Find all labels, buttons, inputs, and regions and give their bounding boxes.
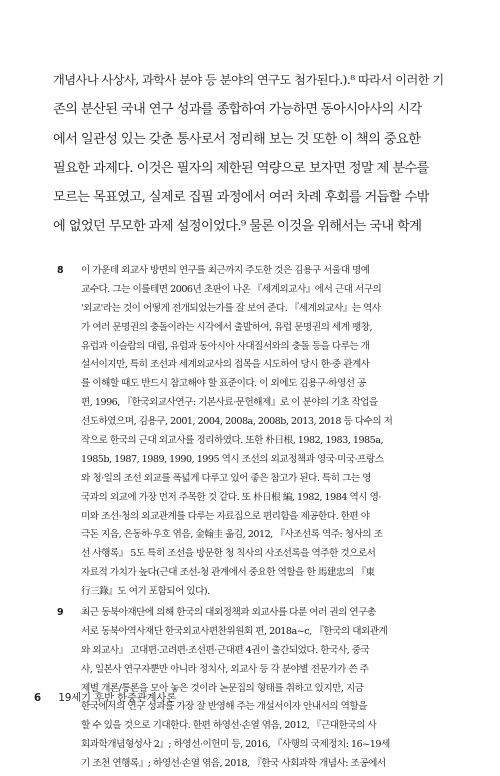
footnote-number: 8	[57, 265, 64, 276]
body-line: 존의 분산된 국내 연구 성과를 종합하여 가능하면 동아시아사의 시각	[53, 102, 422, 118]
footnote-line: 를 이해할 때도 반드시 참고해야 할 표준이다. 이 외에도 김용구·하영선 공	[81, 378, 366, 390]
footnote-line: 극돈 지음, 은동하·우호 엮음, 金翰圭 옮김, 2012, 『사조선록 역주: 청사의 조	[81, 529, 383, 541]
footnote-line: 行三錄』도 여기 포함되어 있다).	[81, 586, 210, 598]
footnote-line: 유럽과 이슬람의 대립, 유럽과 동아시아 사대질서와의 충돌 등을 다루는 개	[81, 340, 370, 352]
footnote-line: 작으로 한국의 근대 외교사를 정리하였다. 또한 朴日根, 1982, 1983, 1985a,	[81, 435, 384, 447]
footnote-line: '외교'라는 것이 어떻게 전개되었는가를 잘 보여 준다. 『세계외교사』는 역사	[81, 302, 381, 314]
footnote-line: 할 수 있을 것으로 기대한다. 한편 하영선·손열 엮음, 2012, 『근대한국의 사	[81, 720, 377, 732]
footnote-8	[57, 262, 461, 602]
footnote-line: 회과학개념형성사 2』; 하영선·이헌미 등, 2016, 『사행의 국제정치: 16~19세	[81, 739, 390, 751]
footnote-line: 국과의 외교에 가장 먼저 주목한 것 같다. 또 朴日根 編, 1982, 1984 역시 영·	[81, 491, 381, 503]
footnote-line: 교수다. 그는 이를테면 2006년 초판이 나온 『세계외교사』에서 근대 서구의	[81, 283, 382, 295]
footnote-line: 설서이지만, 특히 조선과 세계외교사의 접목을 시도하여 당시 한·중 관계사	[81, 359, 370, 371]
footnote-line: 편, 1996, 『한국외교사연구: 기본사료·문헌해제』로 이 분야의 기초 작업을	[81, 397, 378, 409]
footnote-line: 한국에서의 연구 성과를 가장 잘 반영해 주는 개설서이자 안내서의 역할을	[81, 701, 367, 713]
footnote-line: 선도하였으며, 김용구, 2001, 2004, 2008a, 2008b, 2013, 2018 등 다수의 저	[81, 416, 393, 428]
book-title: 19세기 후반 한중관계사론	[58, 693, 177, 704]
footnote-line: 서로 동북아역사재단 한국외교사편찬위원회 편, 2018a~c, 『한국의 대외관계	[81, 625, 388, 637]
footnote-line: 기 조천 연행록』; 하영선·손열 엮음, 2018, 『한국 사회과학 개념사: 조공에서	[81, 758, 386, 770]
page-footer	[34, 689, 176, 705]
footnote-line: 와 외교사』 고대편·고려편·조선편·근대편 4권이 출간되었다. 한국사, 중국	[81, 644, 370, 656]
body-line: 모르는 목표였고, 실제로 집필 과정에서 여러 차례 후회를 거듭할 수밖	[53, 190, 429, 206]
footnote-line: 와 청·일의 조선 외교를 폭넓게 다루고 있어 좋은 참고가 된다. 특히 그는 영	[81, 472, 371, 484]
footnote-line: 자료적 가치가 높다(근대 조선-청 관계에서 중요한 역할을 한 馬建忠의 『東	[81, 567, 375, 579]
footnote-line: 이 가운데 외교사 방면의 연구를 최근까지 주도한 것은 김용구 서울대 명예	[81, 265, 370, 276]
body-line: 개념사나 사상사, 과학사 분야 등 분야의 연구도 첨가된다.).⁸ 따라서 이러한 기	[53, 73, 444, 87]
main-body-text	[53, 66, 453, 242]
footnote-line: 선 사행록』 5도 특히 조선을 방문한 청 칙사의 사조선록을 역주한 것으로서	[81, 548, 376, 560]
footnote-line: 가 여러 문명권의 충돌이라는 시각에서 출발하여, 유럽 문명권의 세계 팽창,	[81, 321, 373, 333]
body-line: 필요한 과제다. 이것은 필자의 제한된 역량으로 보자면 정말 제 분수를	[53, 160, 429, 176]
footnote-line: 최근 동북아재단에 의해 한국의 대외정책과 외교사를 다룬 여러 권의 연구총	[81, 607, 376, 619]
body-line: 에 없었던 무모한 과제 설정이었다.⁹ 물론 이것을 위해서는 국내 학계	[53, 219, 422, 235]
footnote-line: 사, 일본사 연구자뿐만 아니라 정치사, 외교사 등 각 분야별 전문가가 쓴 주	[81, 663, 369, 675]
footnote-line: 제별 개론/통론을 모아 놓은 것이라 논문집의 형태를 취하고 있지만, 지금	[81, 682, 364, 694]
footnote-line: 1985b, 1987, 1989, 1990, 1995 역시 조선의 외교정책과 영국·미국·프랑스	[81, 453, 384, 465]
body-line: 에서 일관성 있는 갖춘 통사로서 정리해 보는 것 또한 이 책의 중요한	[53, 131, 421, 147]
page-number: 6	[34, 693, 42, 704]
footnote-number: 9	[57, 607, 64, 619]
footnote-line: 미와 조선·청의 외교관계를 다루는 자료집으로 편리함을 제공한다. 한편 야	[81, 510, 370, 522]
